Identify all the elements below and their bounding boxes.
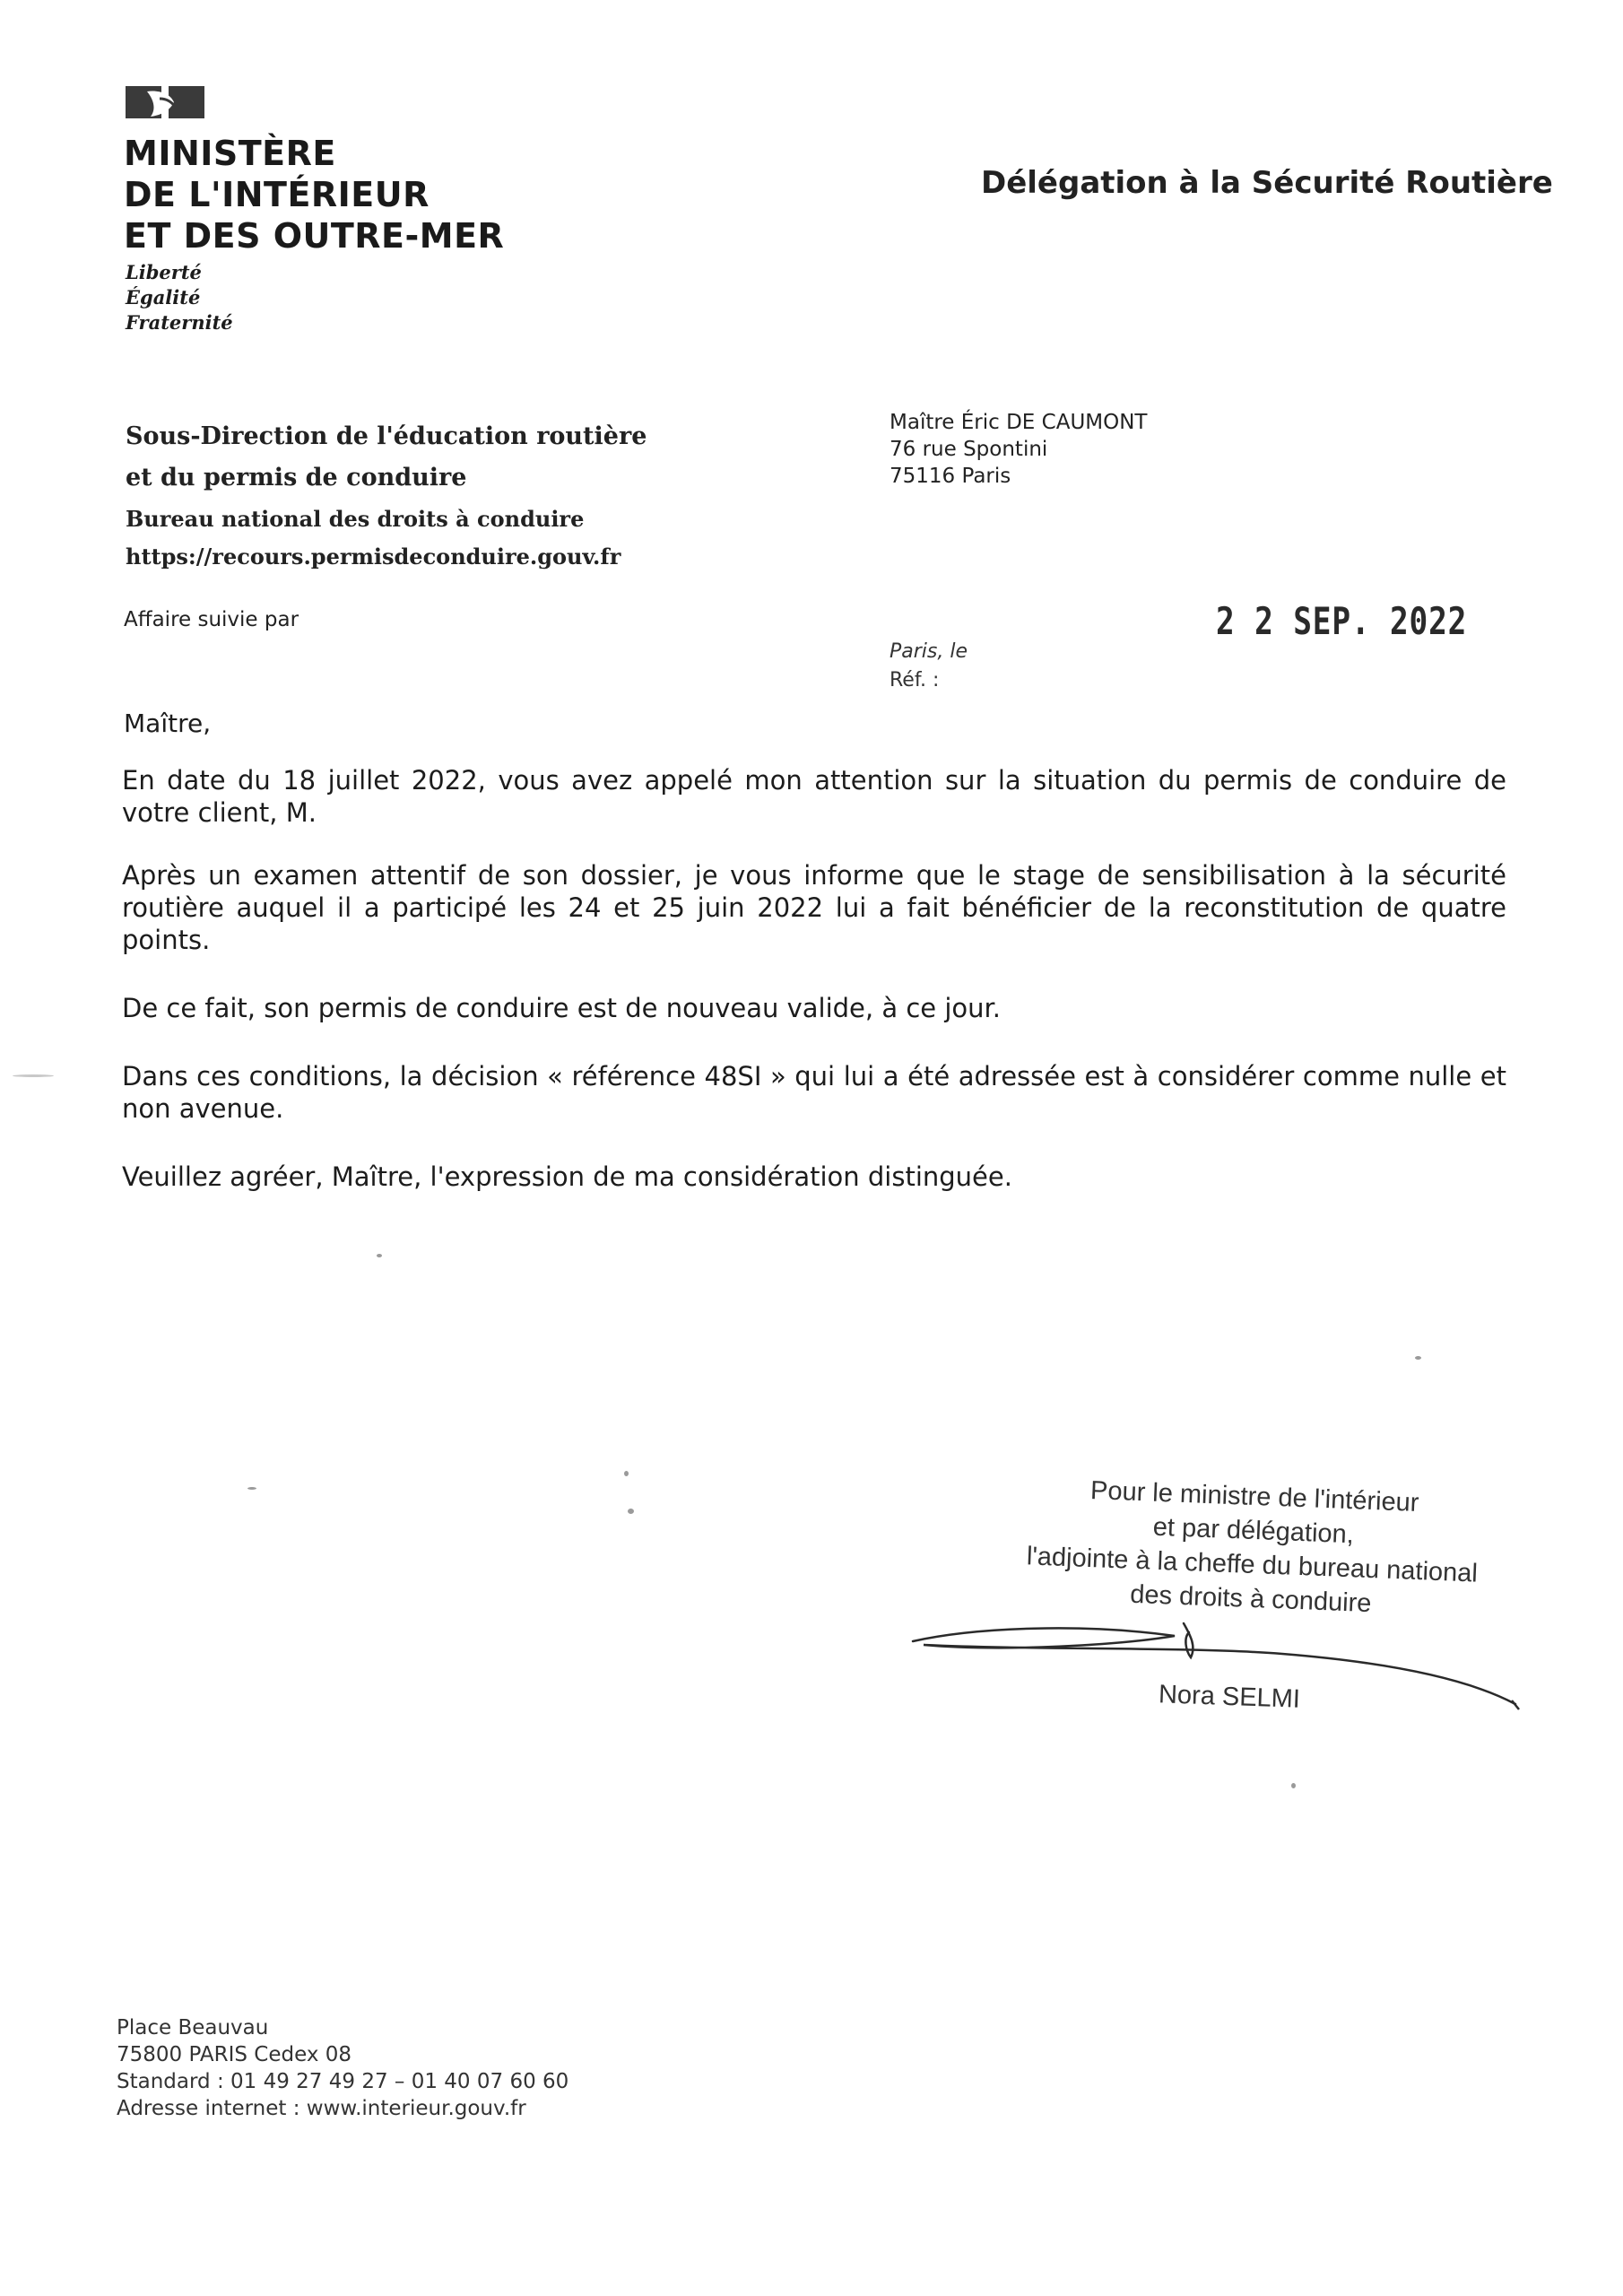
footer-line-1: Place Beauvau	[117, 2016, 269, 2039]
body-paragraph: Dans ces conditions, la décision « référence 48SI » qui lui a été adressée est à considérer comme nulle et non avenue.	[122, 1061, 1506, 1124]
ministry-name	[124, 133, 504, 257]
scan-speck	[628, 1509, 634, 1514]
sender-bureau	[126, 500, 621, 576]
body-paragraph: De ce fait, son permis de conduire est de nouveau valide, à ce jour.	[122, 993, 1001, 1023]
sender-url: https://recours.permisdeconduire.gouv.fr	[126, 544, 621, 570]
motto-liberte: Liberté	[126, 261, 202, 283]
signature-line-4: des droits à conduire	[1129, 1579, 1373, 1619]
body-paragraph: Après un examen attentif de son dossier, je vous informe que le stage de sensibilisation à la sécurité routière auquel il a participé les 24 et 25 juin 2022 lui a fait bénéficier de la reconstitution de quatre points.	[122, 860, 1506, 955]
recipient-name: Maître Éric DE CAUMONT	[890, 411, 1148, 434]
ministry-line-2: DE L'INTÉRIEUR	[124, 175, 430, 214]
delegation-title: Délégation à la Sécurité Routière	[981, 165, 1553, 201]
footer-address	[117, 2014, 568, 2122]
ministry-line-1: MINISTÈRE	[124, 134, 336, 173]
sender-subdirection	[126, 416, 647, 499]
motto-egalite: Égalité	[126, 286, 201, 309]
motto-fraternite: Fraternité	[126, 311, 233, 334]
scan-speck	[624, 1471, 629, 1476]
recipient-street: 76 rue Spontini	[890, 438, 1048, 461]
signature-block	[981, 1469, 1523, 1626]
recipient-address	[890, 409, 1147, 490]
signature-line-3: l'adjointe à la cheffe du bureau national	[1026, 1542, 1479, 1588]
scan-speck	[377, 1254, 382, 1257]
affaire-suivie-label: Affaire suivie par	[124, 608, 299, 631]
marianne-logo-icon	[124, 83, 206, 122]
scan-speck	[247, 1487, 256, 1490]
reference-label: Réf. :	[890, 669, 940, 691]
footer-line-4: Adresse internet : www.interieur.gouv.fr	[117, 2097, 526, 2120]
footer-line-2: 75800 PARIS Cedex 08	[117, 2043, 352, 2066]
bureau-name: Bureau national des droits à conduire	[126, 506, 585, 532]
signature-line-2: et par délégation,	[1152, 1512, 1355, 1550]
signature-line-1: Pour le ministre de l'intérieur	[1089, 1475, 1420, 1518]
scan-speck	[13, 1074, 54, 1077]
scan-speck	[1415, 1356, 1421, 1360]
handwritten-signature	[906, 1614, 1533, 1740]
body-paragraph: En date du 18 juillet 2022, vous avez appelé mon attention sur la situation du permis de conduire de votre client, M.	[122, 765, 1506, 828]
subdirection-line-2: et du permis de conduire	[126, 464, 467, 491]
place-date-label: Paris, le	[890, 640, 968, 663]
signatory-name: Nora SELMI	[1158, 1680, 1301, 1714]
ministry-line-3: ET DES OUTRE-MER	[124, 216, 505, 256]
date-stamp: 2 2 SEP. 2022	[1216, 599, 1468, 643]
scan-speck	[1291, 1783, 1296, 1788]
salutation: Maître,	[124, 709, 212, 738]
subdirection-line-1: Sous-Direction de l'éducation routière	[126, 422, 647, 450]
closing-formula: Veuillez agréer, Maître, l'expression de ma considération distinguée.	[122, 1161, 1012, 1192]
republic-motto	[126, 260, 233, 335]
footer-line-3: Standard : 01 49 27 49 27 – 01 40 07 60 60	[117, 2070, 569, 2093]
recipient-city: 75116 Paris	[890, 465, 1011, 488]
